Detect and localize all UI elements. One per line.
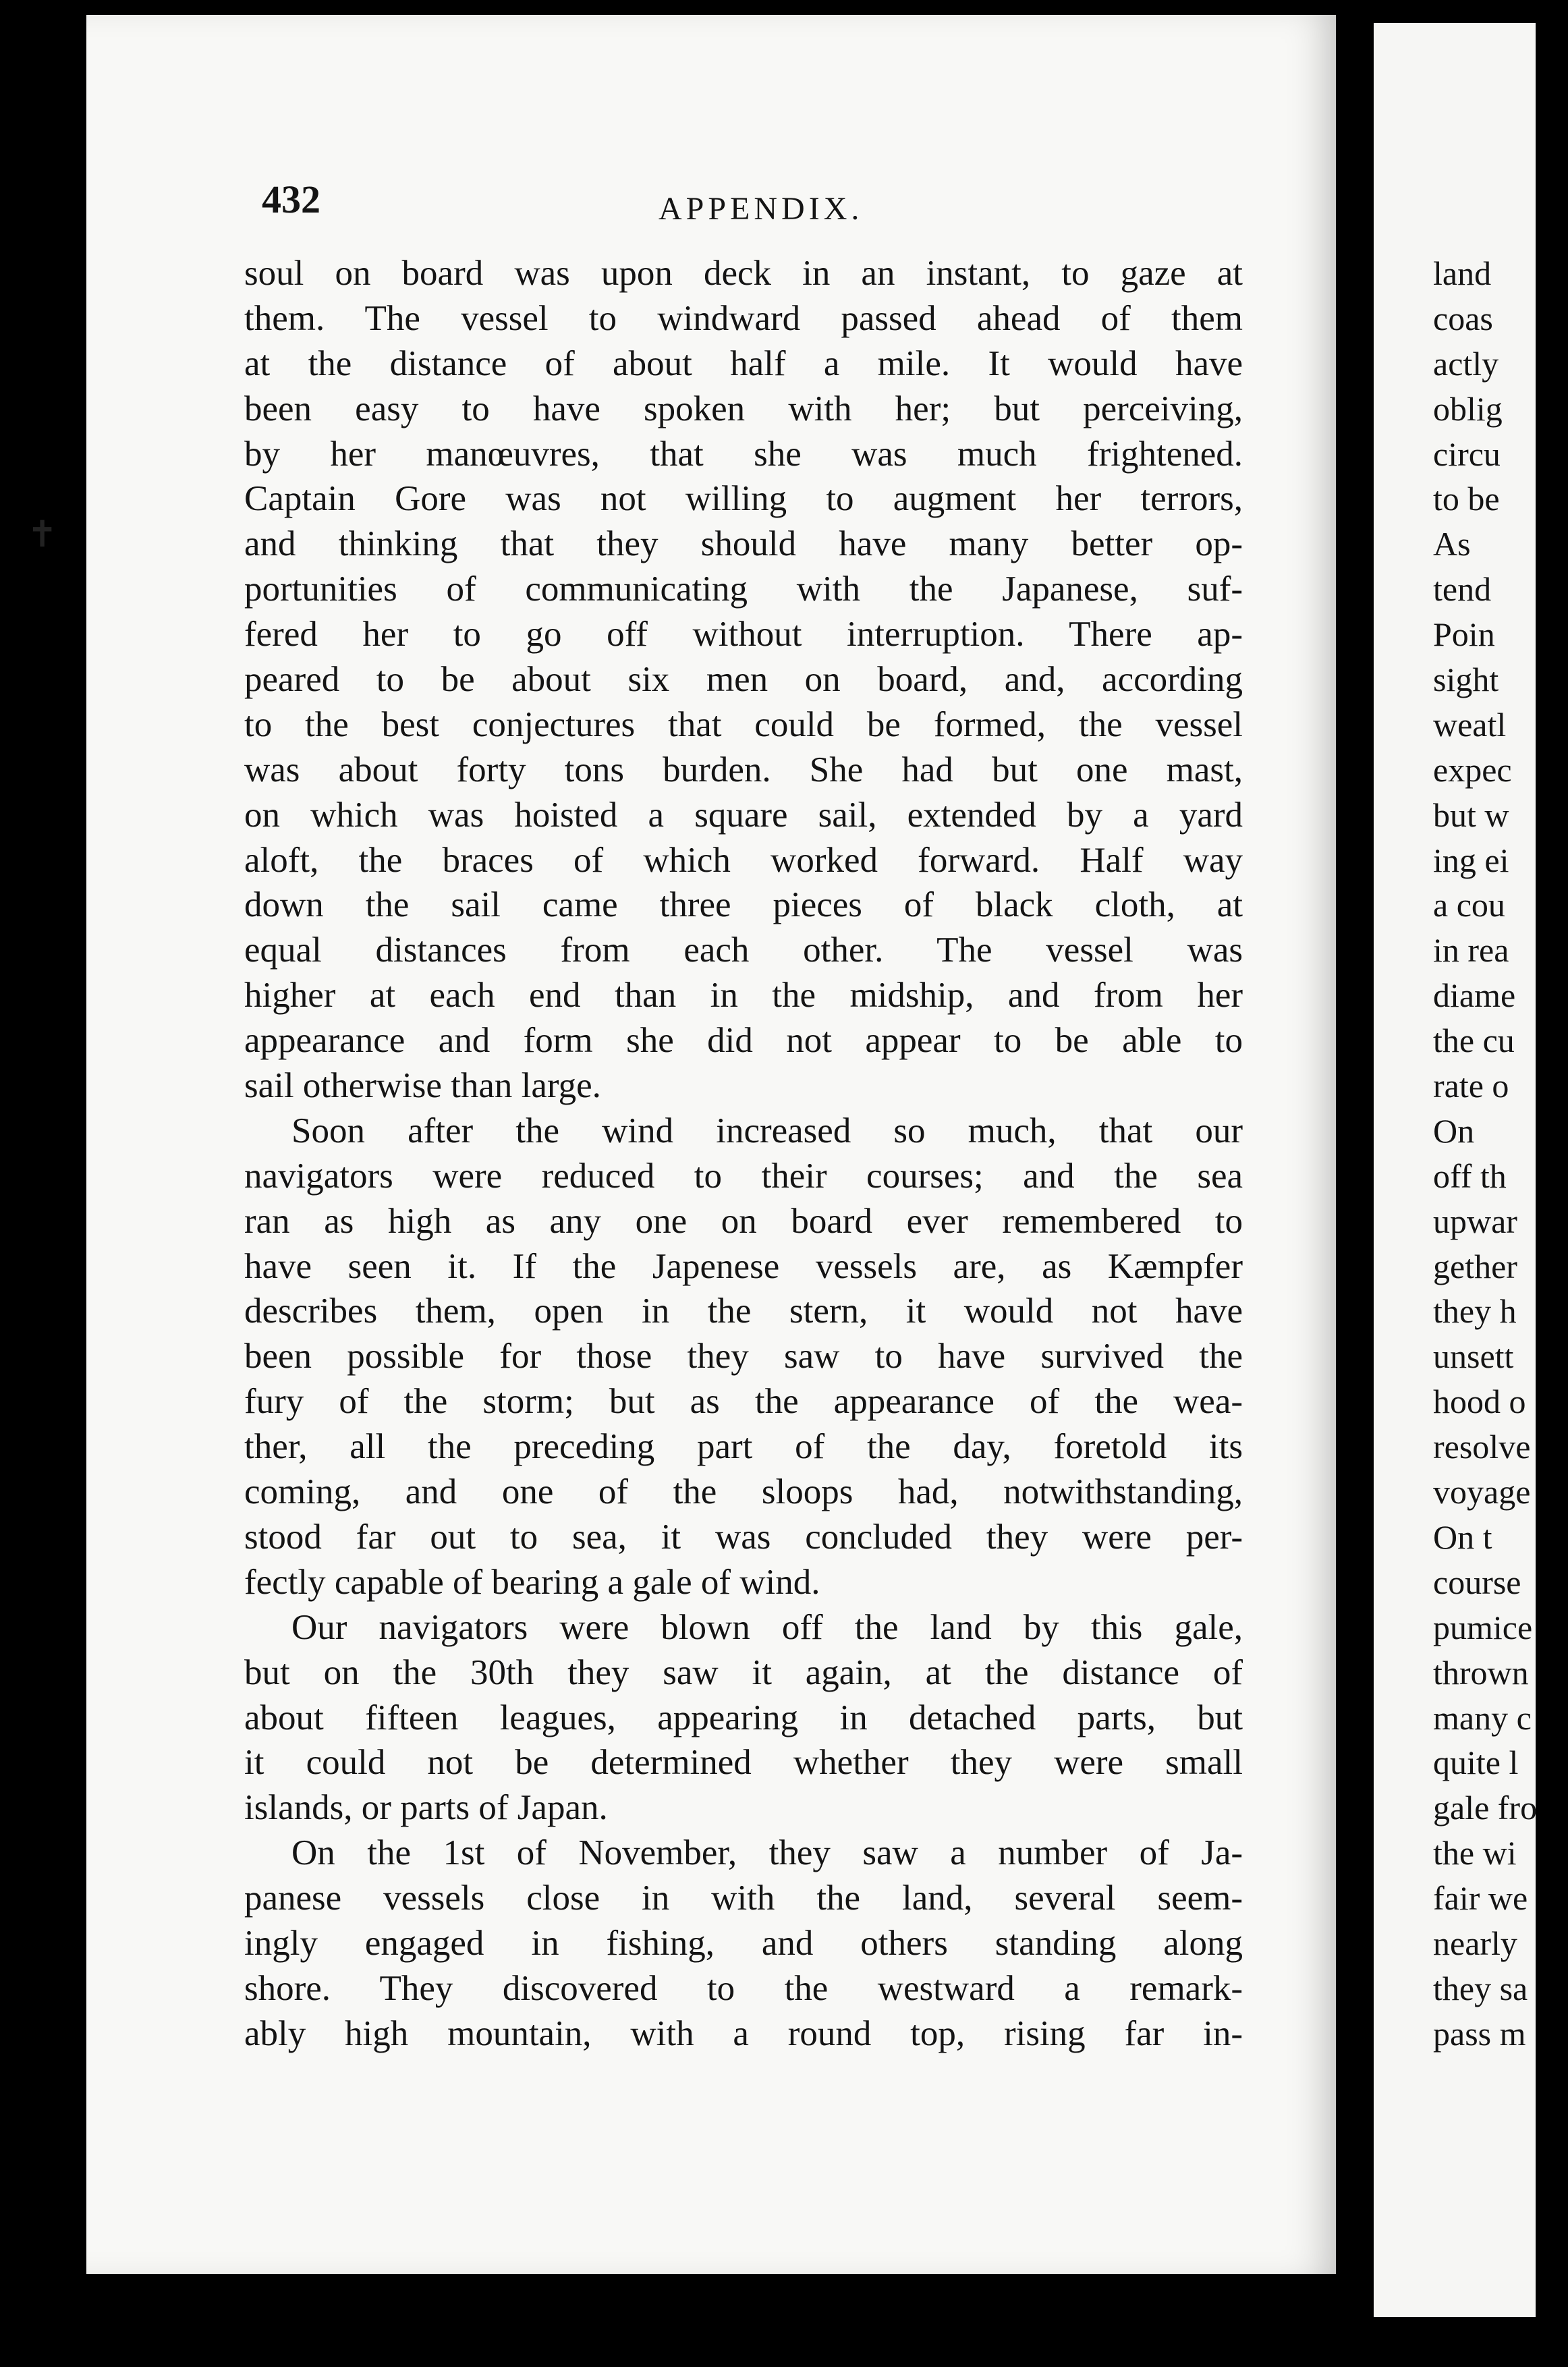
- text-line: ther, all the preceding part of the day, foretold its: [244, 1427, 1243, 1467]
- fragment-line: many c: [1433, 1698, 1532, 1737]
- right-page-fragments: [1433, 251, 1568, 2057]
- fragment-line: hood o: [1433, 1383, 1526, 1421]
- margin-mark: ✝: [27, 514, 58, 555]
- fragment-line: tend: [1433, 570, 1492, 609]
- running-head: APPENDIX.: [659, 191, 864, 227]
- fragment-line: off th: [1433, 1157, 1507, 1195]
- fragment-line: Poin: [1433, 615, 1495, 654]
- fragment-line: thrown: [1433, 1653, 1529, 1692]
- text-line: them. The vessel to windward passed ahead of them: [244, 298, 1243, 338]
- fragment-line: course: [1433, 1563, 1521, 1601]
- text-line: fectly capable of bearing a gale of wind.: [244, 1562, 820, 1602]
- text-line: shore. They discovered to the westward a remark-: [244, 1968, 1243, 2008]
- text-line: aloft, the braces of which worked forward. Half way: [244, 840, 1243, 880]
- text-line: stood far out to sea, it was concluded they were per-: [244, 1517, 1243, 1557]
- fragment-line: to be: [1433, 480, 1500, 518]
- fragment-line: diame: [1433, 976, 1516, 1015]
- text-line: fered her to go off without interruption. There ap-: [244, 615, 1243, 655]
- fragment-line: but w: [1433, 796, 1509, 834]
- text-line: peared to be about six men on board, and, according: [244, 660, 1243, 700]
- fragment-line: oblig: [1433, 389, 1503, 428]
- text-line: on which was hoisted a square sail, extended by a yard: [244, 795, 1243, 835]
- fragment-line: On: [1433, 1111, 1475, 1150]
- fragment-line: quite l: [1433, 1744, 1519, 1782]
- text-line: down the sail came three pieces of black cloth, at: [244, 885, 1243, 925]
- fragment-line: ing ei: [1433, 841, 1509, 879]
- text-line: islands, or parts of Japan.: [244, 1788, 608, 1828]
- text-line: fury of the storm; but as the appearance of the wea-: [244, 1382, 1243, 1422]
- fragment-line: the wi: [1433, 1834, 1517, 1872]
- text-line: appearance and form she did not appear to be able to: [244, 1021, 1243, 1061]
- page-number: 432: [262, 177, 320, 221]
- fragment-line: nearly: [1433, 1924, 1517, 1962]
- text-line: been possible for those they saw to have survived the: [244, 1337, 1243, 1376]
- text-line: about fifteen leagues, appearing in detached parts, but: [244, 1698, 1243, 1737]
- text-line: to the best conjectures that could be formed, the vessel: [244, 704, 1243, 744]
- text-line: ingly engaged in fishing, and others standing along: [244, 1923, 1243, 1963]
- text-line: portunities of communicating with the Japanese, suf-: [244, 569, 1243, 609]
- fragment-line: fair we: [1433, 1879, 1528, 1918]
- fragment-line: gale fro: [1433, 1789, 1538, 1827]
- page-header: [179, 177, 1259, 244]
- text-line: equal distances from each other. The vessel was: [244, 930, 1243, 970]
- fragment-line: rate o: [1433, 1067, 1509, 1105]
- fragment-line: sight: [1433, 661, 1499, 699]
- fragment-line: they h: [1433, 1292, 1517, 1331]
- text-line: soul on board was upon deck in an instant, to gaze at: [244, 254, 1243, 293]
- fragment-line: the cu: [1433, 1022, 1515, 1060]
- fragment-line: a cou: [1433, 886, 1505, 924]
- fragment-line: gether: [1433, 1247, 1517, 1285]
- text-line: ran as high as any one on board ever remembered to: [244, 1201, 1243, 1241]
- fragment-line: expec: [1433, 750, 1512, 789]
- fragment-line: they sa: [1433, 1969, 1528, 2007]
- fragment-line: pass m: [1433, 2014, 1526, 2053]
- fragment-line: resolve: [1433, 1428, 1531, 1466]
- text-line: sail otherwise than large.: [244, 1066, 601, 1106]
- fragment-line: in rea: [1433, 931, 1509, 970]
- fragment-line: coas: [1433, 299, 1493, 337]
- text-line: Our navigators were blown off the land by this gale,: [291, 1607, 1243, 1647]
- text-line: and thinking that they should have many better op-: [244, 524, 1243, 564]
- text-line: Soon after the wind increased so much, that our: [291, 1111, 1243, 1150]
- fragment-line: land: [1433, 254, 1492, 292]
- body-text: [244, 251, 1243, 2057]
- text-line: panese vessels close in with the land, several seem-: [244, 1878, 1243, 1918]
- text-line: On the 1st of November, they saw a number of Ja-: [291, 1833, 1243, 1873]
- fragment-line: circu: [1433, 435, 1501, 473]
- text-line: Captain Gore was not willing to augment her terrors,: [244, 479, 1243, 519]
- text-line: but on the 30th they saw it again, at the distance of: [244, 1652, 1243, 1692]
- text-line: have seen it. If the Japenese vessels are, as Kæmpfer: [244, 1246, 1243, 1286]
- fragment-line: unsett: [1433, 1337, 1514, 1376]
- text-line: higher at each end than in the midship, and from her: [244, 976, 1243, 1015]
- text-line: been easy to have spoken with her; but perceiving,: [244, 389, 1243, 428]
- fragment-line: As: [1433, 525, 1471, 563]
- text-line: coming, and one of the sloops had, notwithstanding,: [244, 1472, 1243, 1512]
- fragment-line: actly: [1433, 344, 1499, 383]
- text-line: describes them, open in the stern, it would not have: [244, 1291, 1243, 1331]
- text-line: it could not be determined whether they were small: [244, 1743, 1243, 1783]
- text-line: was about forty tons burden. She had but one mast,: [244, 750, 1243, 789]
- text-line: by her manœuvres, that she was much frightened.: [244, 434, 1243, 474]
- text-line: at the distance of about half a mile. It would have: [244, 343, 1243, 383]
- fragment-line: weatl: [1433, 705, 1507, 744]
- text-line: ably high mountain, with a round top, rising far in-: [244, 2013, 1243, 2053]
- fragment-line: On t: [1433, 1517, 1492, 1556]
- fragment-line: upwar: [1433, 1202, 1517, 1240]
- fragment-line: pumice: [1433, 1608, 1533, 1646]
- text-line: navigators were reduced to their courses; and the sea: [244, 1156, 1243, 1196]
- fragment-line: voyage: [1433, 1473, 1531, 1511]
